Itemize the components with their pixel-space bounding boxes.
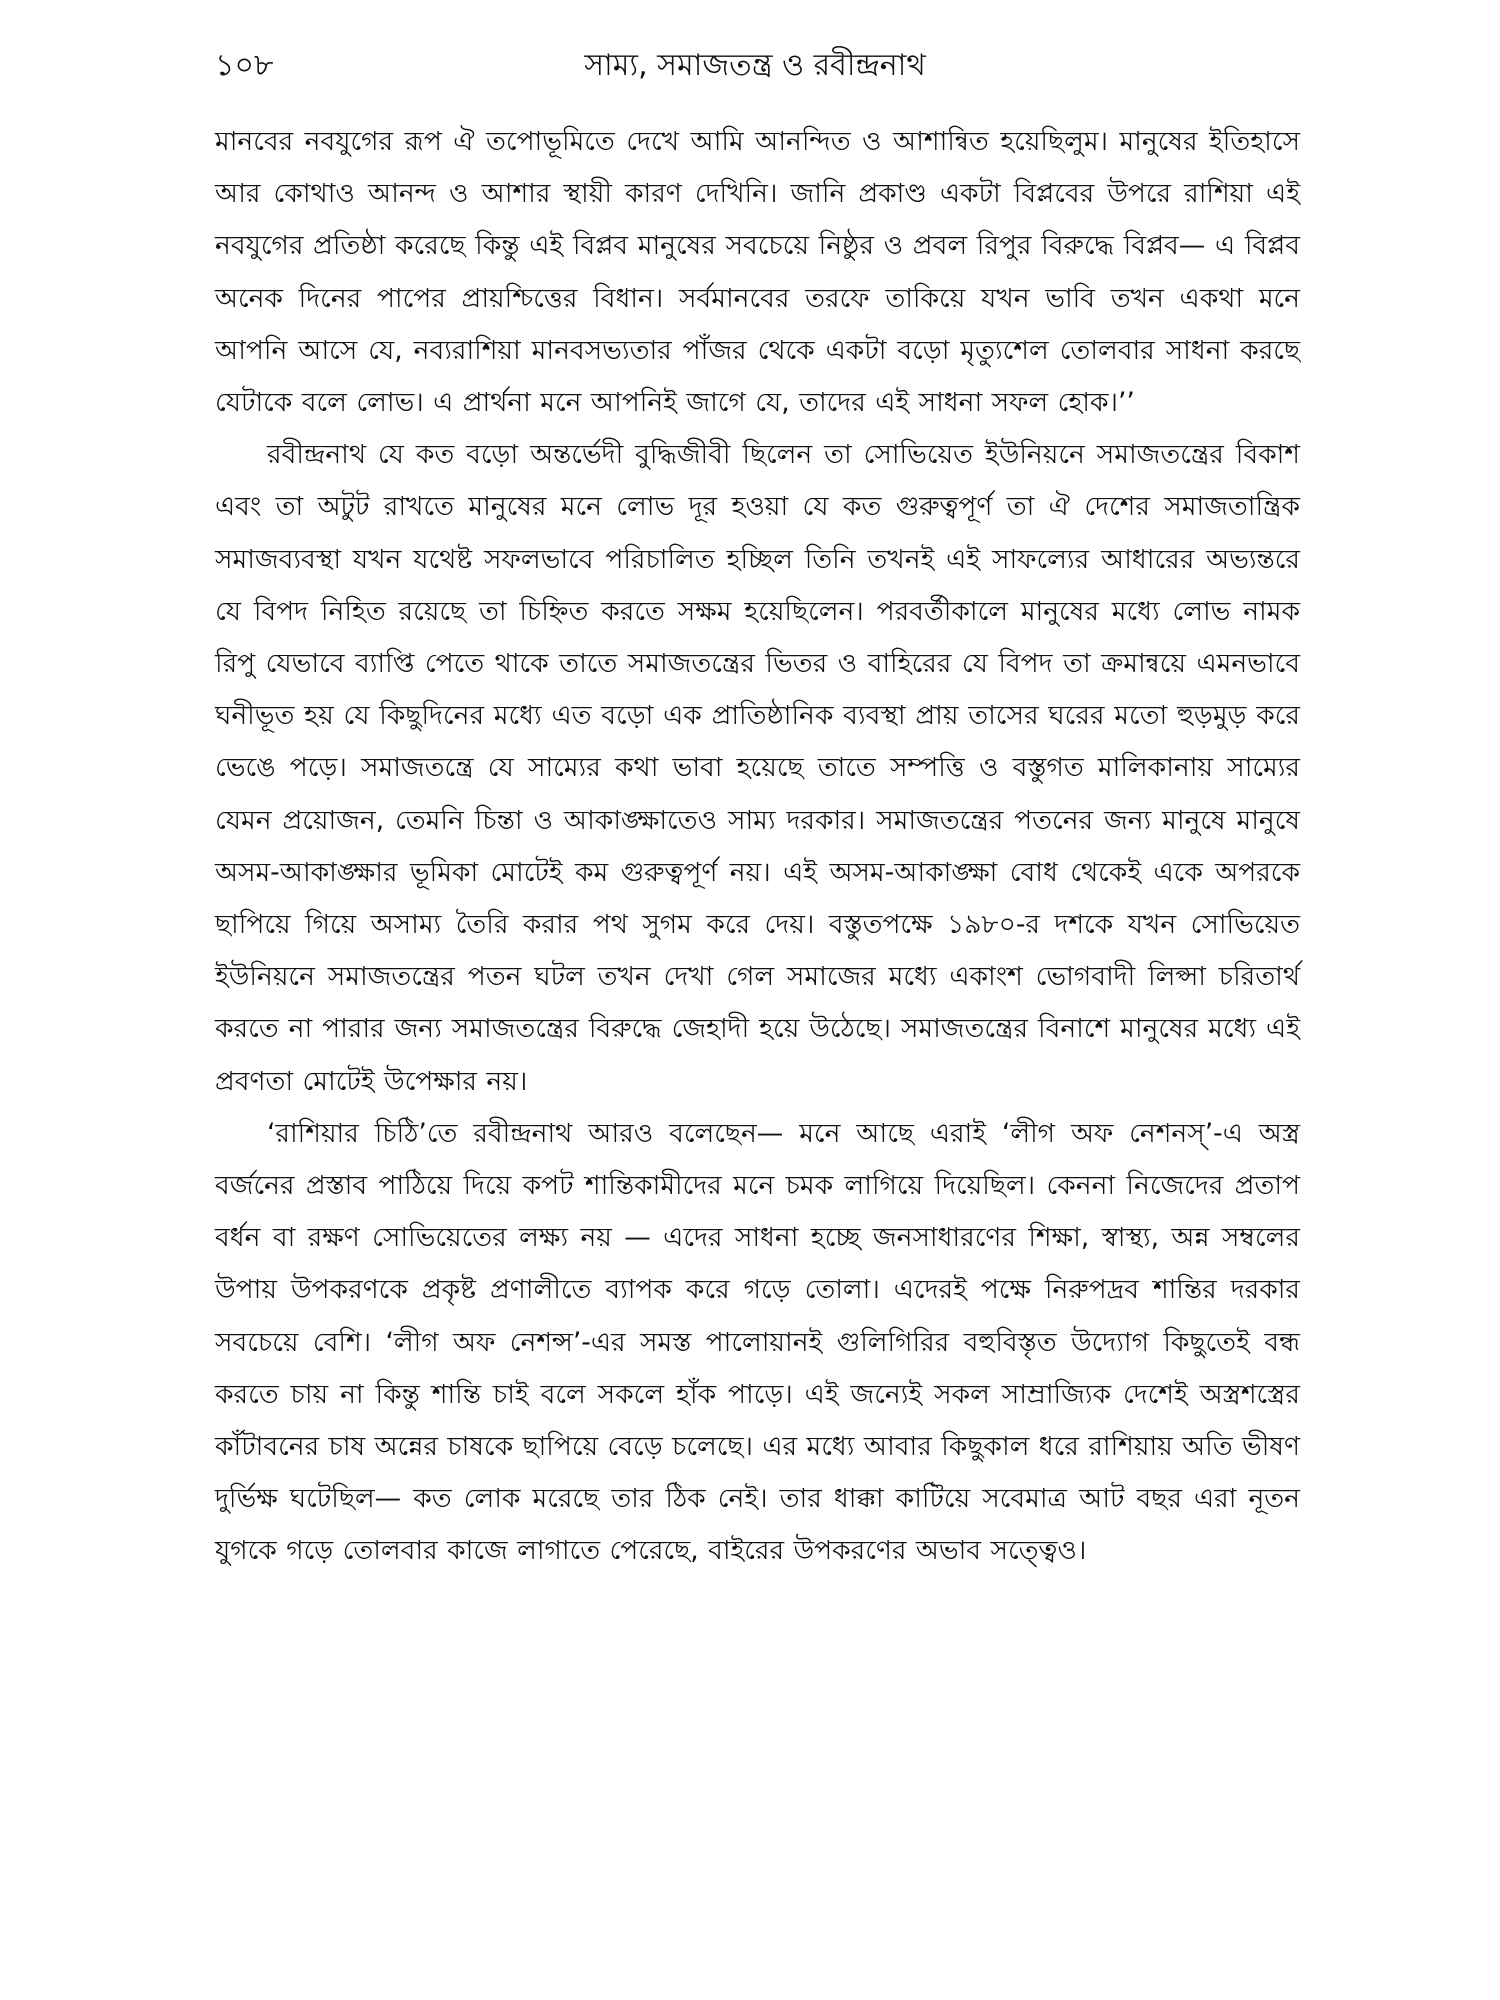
paragraph-quote-continuation: মানবের নবযুগের রূপ ঐ তপোভূমিতে দেখে আমি আনন্দিত ও আশান্বিত হয়েছিলুম। মানুষের ইতিহাসে আর কোথাও আনন্দ ও আশার স্থায়ী কারণ দেখিনি। জানি প্রকাণ্ড একটা বিপ্লবের উপরে রাশিয়া এই নবযুগের প্রতিষ্ঠা করেছে কিন্তু এই বিপ্লব মানুষের সবচেয়ে নিষ্ঠুর ও প্রবল রিপুর বিরুদ্ধে বিপ্লব— এ বিপ্লব অনেক দিনের পাপের প্রায়শ্চিত্তের বিধান। সর্বমানবের তরফে তাকিয়ে যখন ভাবি তখন একথা মনে আপনি আসে যে, নব্যরাশিয়া মানবসভ্যতার পাঁজর থেকে একটা বড়ো মৃত্যুশেল তোলবার সাধনা করছে যেটাকে বলে লোভ। এ প্রার্থনা মনে আপনিই জাগে যে, তাদের এই সাধনা সফল হোক।’’ [215,126,1300,419]
paragraph-analysis: রবীন্দ্রনাথ যে কত বড়ো অন্তর্ভেদী বুদ্ধিজীবী ছিলেন তা সোভিয়েত ইউনিয়নে সমাজতন্ত্রের বিকাশ এবং তা অটুট রাখতে মানুষের মনে লোভ দূর হওয়া যে কত গুরুত্বপূর্ণ তা ঐ দেশের সমাজতান্ত্রিক সমাজব্যবস্থা যখন যথেষ্ট সফলভাবে পরিচালিত হচ্ছিল তিনি তখনই এই সাফল্যের আধারের অভ্যন্তরে যে বিপদ নিহিত রয়েছে তা চিহ্নিত করতে সক্ষম হয়েছিলেন। পরবর্তীকালে মানুষের মধ্যে লোভ নামক রিপু যেভাবে ব্যাপ্তি পেতে থাকে তাতে সমাজতন্ত্রের ভিতর ও বাহিরের যে বিপদ তা ক্রমান্বয়ে এমনভাবে ঘনীভূত হয় যে কিছুদিনের মধ্যে এত বড়ো এক প্রাতিষ্ঠানিক ব্যবস্থা প্রায় তাসের ঘরের মতো হুড়মুড় করে ভেঙে পড়ে। সমাজতন্ত্রে যে সাম্যের কথা ভাবা হয়েছে তাতে সম্পত্তি ও বস্তুগত মালিকানায় সাম্যের যেমন প্রয়োজন, তেমনি চিন্তা ও আকাঙ্ক্ষাতেও সাম্য দরকার। সমাজতন্ত্রের পতনের জন্য মানুষে মানুষে অসম-আকাঙ্ক্ষার ভূমিকা মোটেই কম গুরুত্বপূর্ণ নয়। এই অসম-আকাঙ্ক্ষা বোধ থেকেই একে অপরকে ছাপিয়ে গিয়ে অসাম্য তৈরি করার পথ সুগম করে দেয়। বস্তুতপক্ষে ১৯৮০-র দশকে যখন সোভিয়েত ইউনিয়নে সমাজতন্ত্রের পতন ঘটল তখন দেখা গেল সমাজের মধ্যে একাংশ ভোগবাদী লিপ্সা চরিতার্থ করতে না পারার জন্য সমাজতন্ত্রের বিরুদ্ধে জেহাদী হয়ে উঠেছে। সমাজতন্ত্রের বিনাশে মানুষের মধ্যে এই প্রবণতা মোটেই উপেক্ষার নয়। [215,439,1300,1097]
page-number: ১০৮ [215,48,274,83]
body-text [215,116,1300,1578]
running-title: সাম্য, সমাজতন্ত্র ও রবীন্দ্রনাথ [584,48,926,83]
paragraph-rashiyar-chithi: ‘রাশিয়ার চিঠি’তে রবীন্দ্রনাথ আরও বলেছেন— মনে আছে এরাই ‘লীগ অফ নেশনস্’-এ অস্ত্র বর্জনের প্রস্তাব পাঠিয়ে দিয়ে কপট শান্তিকামীদের মনে চমক লাগিয়ে দিয়েছিল। কেননা নিজেদের প্রতাপ বর্ধন বা রক্ষণ সোভিয়েতের লক্ষ্য নয় — এদের সাধনা হচ্ছে জনসাধারণের শিক্ষা, স্বাস্থ্য, অন্ন সম্বলের উপায় উপকরণকে প্রকৃষ্ট প্রণালীতে ব্যাপক করে গড়ে তোলা। এদেরই পক্ষে নিরুপদ্রব শান্তির দরকার সবচেয়ে বেশি। ‘লীগ অফ নেশন্স’-এর সমস্ত পালোয়ানই গুলিগিরির বহুবিস্তৃত উদ্যোগ কিছুতেই বন্ধ করতে চায় না কিন্তু শান্তি চাই বলে সকলে হাঁক পাড়ে। এই জন্যেই সকল সাম্রাজ্যিক দেশেই অস্ত্রশস্ত্রের কাঁটাবনের চাষ অন্নের চাষকে ছাপিয়ে বেড়ে চলেছে। এর মধ্যে আবার কিছুকাল ধরে রাশিয়ায় অতি ভীষণ দুর্ভিক্ষ ঘটেছিল— কত লোক মরেছে তার ঠিক নেই। তার ধাক্কা কাটিয়ে সবেমাত্র আট বছর এরা নূতন যুগকে গড়ে তোলবার কাজে লাগাতে পেরেছে, বাইরের উপকরণের অভাব সত্ত্বেও। [215,1117,1300,1567]
page-header [215,44,1295,94]
